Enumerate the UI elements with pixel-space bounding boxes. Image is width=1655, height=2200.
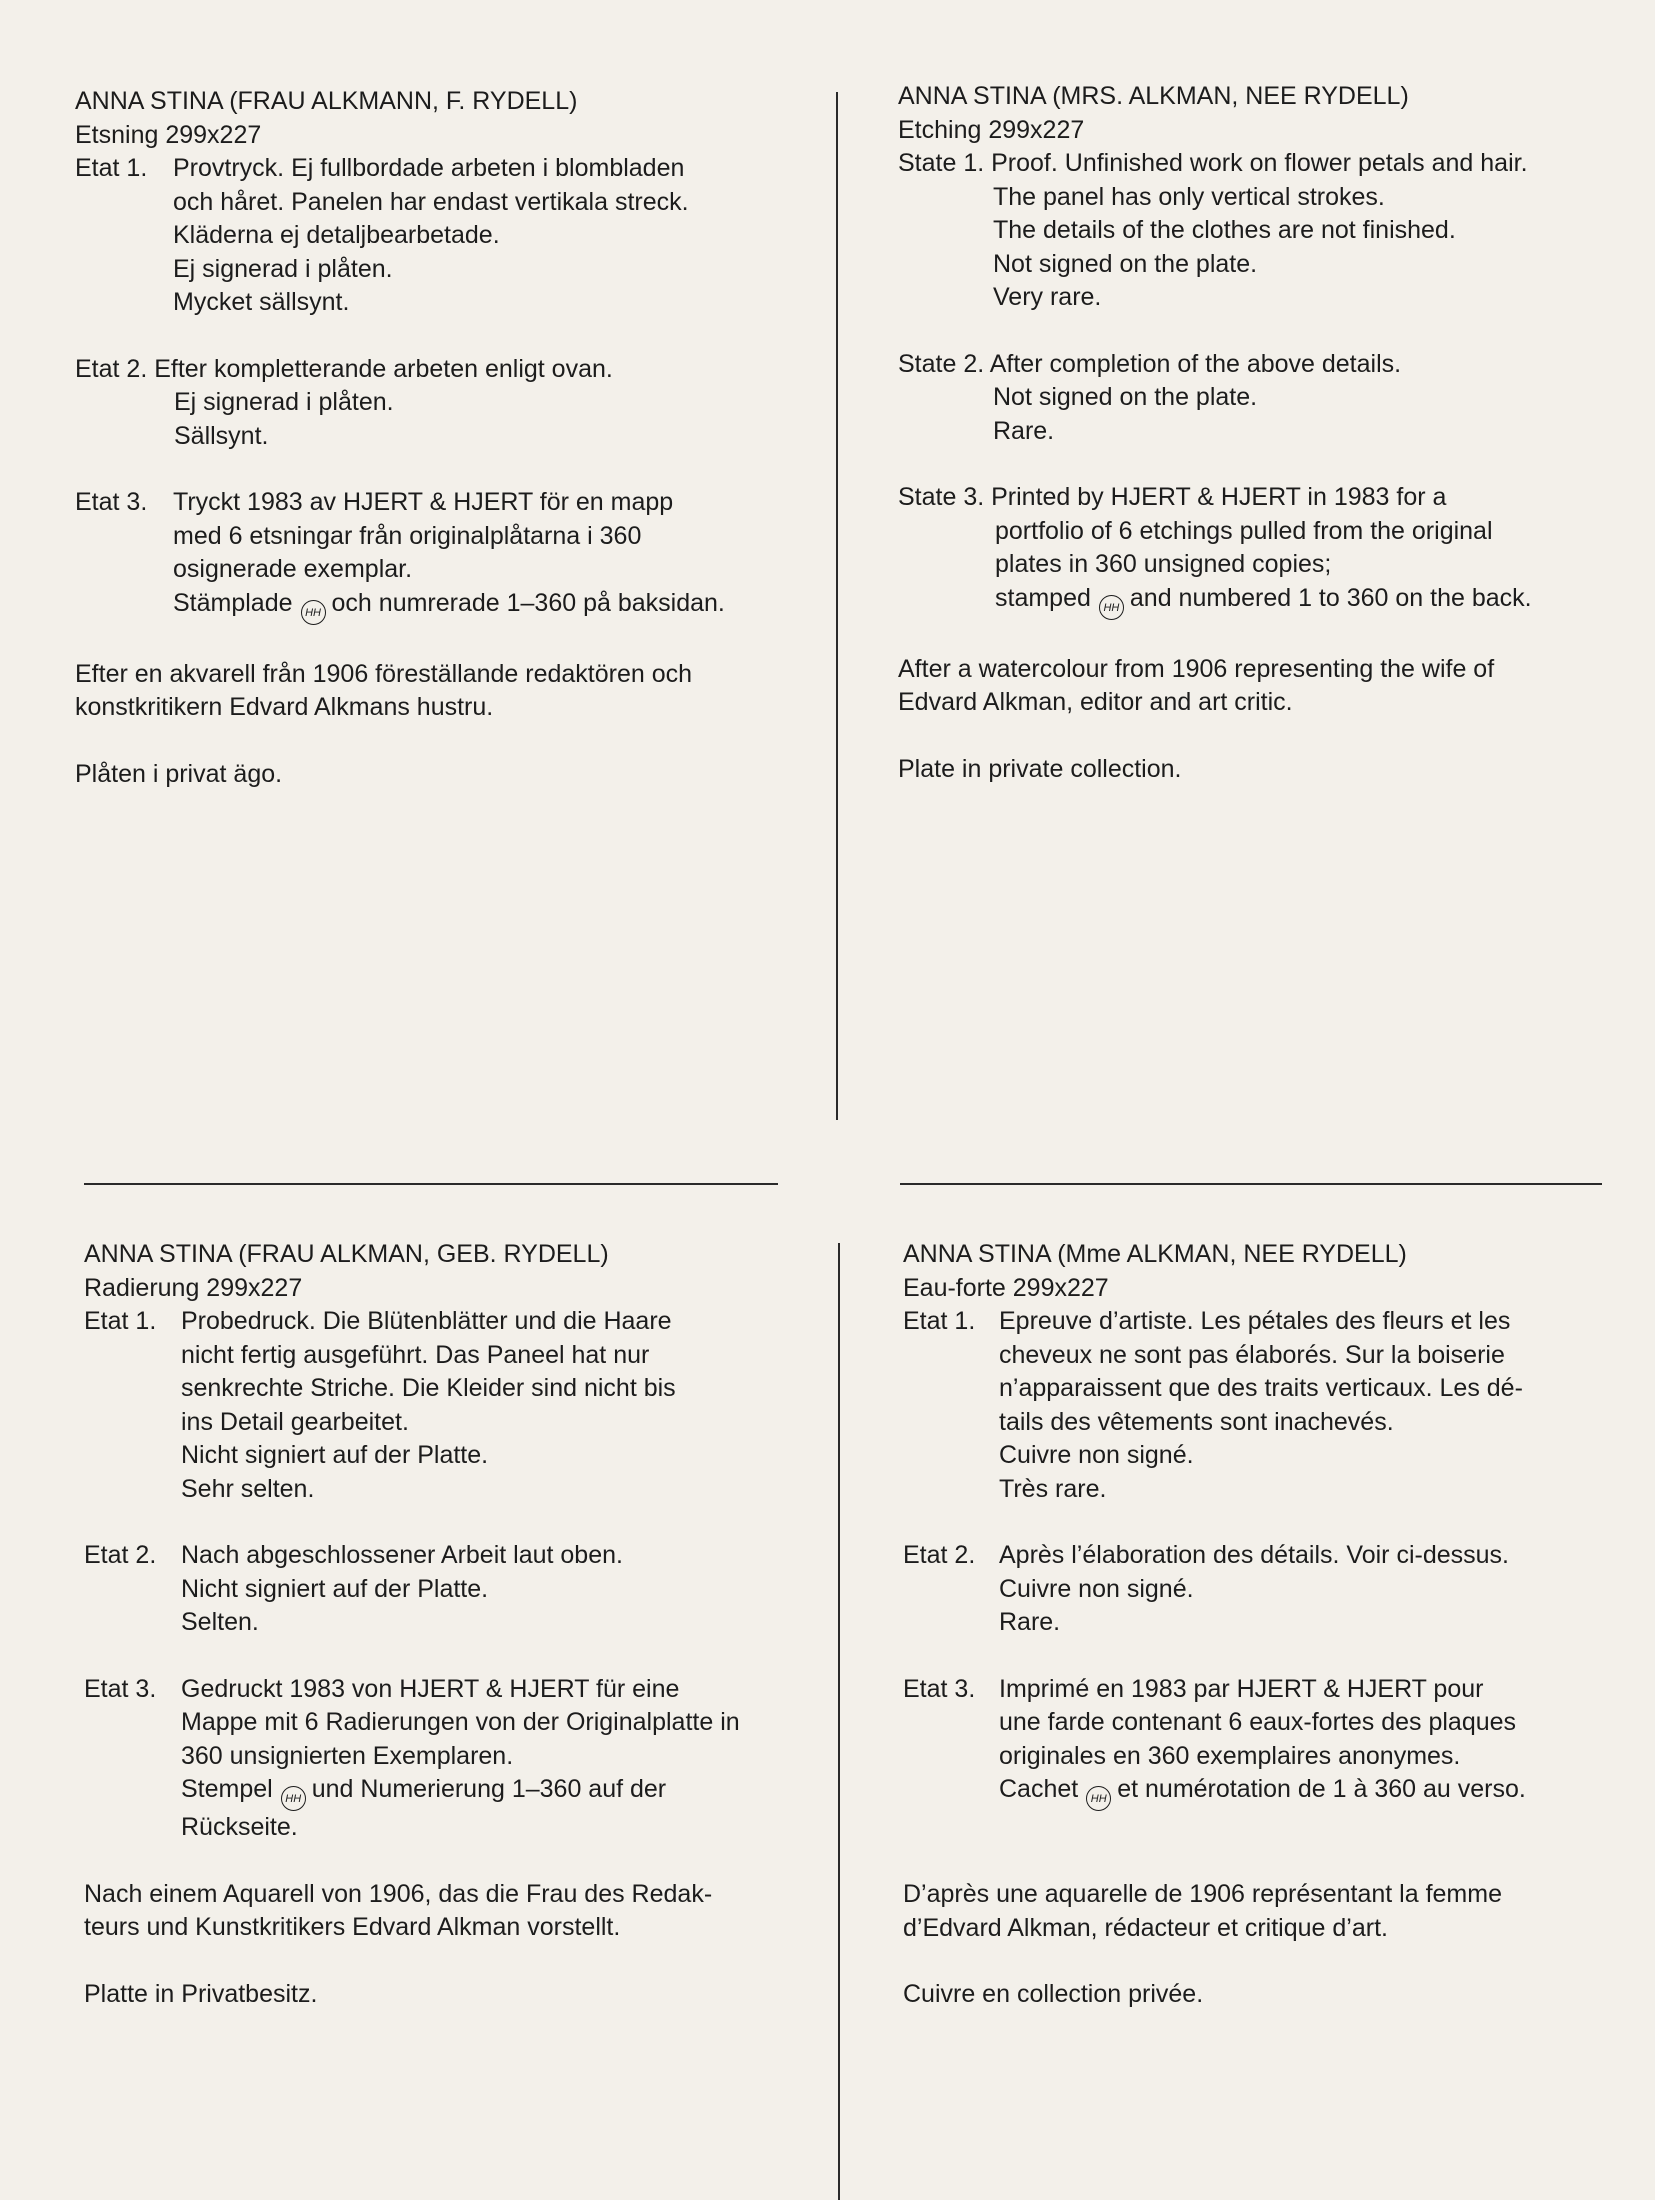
state-line: State 3. Printed by HJERT & HJERT in 1983 for a	[898, 483, 1447, 511]
state-line: originales en 360 exemplaires anonymes.	[999, 1741, 1461, 1770]
state-line: Rückseite.	[181, 1813, 298, 1841]
state-line: Epreuve d’artiste. Les pétales des fleurs et les	[999, 1307, 1511, 1335]
state-1	[84, 1305, 740, 1506]
state-line: Ej signerad i plåten.	[173, 254, 393, 283]
state-line: Sehr selten.	[181, 1474, 315, 1503]
source-line: Edvard Alkman, editor and art critic.	[898, 688, 1293, 716]
french-description-panel	[903, 1238, 1526, 2012]
hh-stamp-icon: HH	[281, 1786, 306, 1811]
source-line: d’Edvard Alkman, rédacteur et critique d’art.	[903, 1913, 1388, 1942]
state-line-stamp	[999, 1773, 1526, 1811]
state-line: Provtryck. Ej fullbordade arbeten i blombladen	[173, 154, 685, 182]
source-line: teurs und Kunstkritikers Edvard Alkman vorstellt.	[84, 1913, 621, 1941]
state-2	[903, 1539, 1526, 1640]
source-line: Nach einem Aquarell von 1906, das die Frau des Redak-	[84, 1879, 713, 1908]
state-line: Très rare.	[999, 1474, 1107, 1503]
state-line-stamp	[181, 1773, 740, 1811]
state-line: Imprimé en 1983 par HJERT & HJERT pour	[999, 1674, 1484, 1703]
state-line: Rare.	[993, 416, 1055, 445]
stamp-text-after: und Numerierung 1–360 auf der	[311, 1775, 667, 1803]
panel-title: ANNA STINA (Mme ALKMAN, NEE RYDELL)	[903, 1240, 1407, 1268]
source-note	[898, 653, 1532, 720]
state-2	[84, 1539, 740, 1640]
stamp-text-before: Stempel	[181, 1775, 273, 1803]
state-line: Nicht signiert auf der Platte.	[181, 1574, 489, 1603]
plate-ownership: Platte in Privatbesitz.	[84, 1979, 318, 2008]
plate-ownership: Cuivre en collection privée.	[903, 1980, 1204, 2008]
state-line: 360 unsignierten Exemplaren.	[181, 1741, 514, 1770]
state-1	[903, 1305, 1526, 1506]
state-line: State 1. Proof. Unfinished work on flower petals and hair.	[898, 149, 1528, 177]
swedish-description-panel	[75, 85, 725, 791]
state-2	[75, 353, 725, 454]
source-line: Efter en akvarell från 1906 föreställande redaktören och	[75, 659, 693, 688]
vertical-divider-bottom	[838, 1243, 840, 2200]
state-3	[84, 1673, 740, 1845]
plate-ownership: Plate in private collection.	[898, 754, 1182, 783]
stamp-text-after: and numbered 1 to 360 on the back.	[1129, 583, 1532, 612]
state-line: The panel has only vertical strokes.	[993, 182, 1385, 211]
state-line: Ej signerad i plåten.	[174, 388, 394, 416]
horizontal-rule-left	[84, 1183, 778, 1185]
state-line: med 6 etsningar från originalplåtarna i 360	[173, 521, 642, 550]
state-line-stamp	[995, 582, 1532, 620]
plate-ownership: Plåten i privat ägo.	[75, 759, 283, 788]
state-line: une farde contenant 6 eaux-fortes des plaques	[999, 1708, 1517, 1736]
source-note	[84, 1878, 740, 1945]
stamp-text-before: stamped	[995, 583, 1091, 612]
state-line: Sällsynt.	[174, 421, 269, 450]
stamp-text-after: och numrerade 1–360 på baksidan.	[331, 588, 725, 617]
state-line: och håret. Panelen har endast vertikala streck.	[173, 187, 689, 216]
stamp-text-before: Stämplade	[173, 588, 293, 617]
state-line: Kläderna ej detaljbearbetade.	[173, 221, 500, 249]
state-line: Tryckt 1983 av HJERT & HJERT för en mapp	[173, 488, 674, 516]
state-3	[898, 481, 1532, 620]
panel-title: ANNA STINA (FRAU ALKMAN, GEB. RYDELL)	[84, 1240, 609, 1268]
state-line: Not signed on the plate.	[993, 383, 1258, 411]
state-line: Nicht signiert auf der Platte.	[181, 1441, 489, 1469]
state-line: Après l’élaboration des détails. Voir ci-dessus.	[999, 1541, 1509, 1569]
hh-stamp-icon: HH	[1086, 1786, 1111, 1811]
state-label: Etat 3.	[84, 1674, 157, 1703]
state-label: Etat 2.	[903, 1541, 976, 1569]
source-note	[903, 1878, 1526, 1945]
state-line: The details of the clothes are not finished.	[993, 216, 1456, 244]
hh-stamp-icon: HH	[301, 600, 326, 625]
state-line: portfolio of 6 etchings pulled from the original	[995, 516, 1493, 545]
state-line: tails des vêtements sont inachevés.	[999, 1407, 1394, 1436]
state-line: Nach abgeschlossener Arbeit laut oben.	[181, 1541, 623, 1569]
state-line: Mycket sällsynt.	[173, 288, 350, 316]
state-line: plates in 360 unsigned copies;	[995, 550, 1332, 578]
state-line: nicht fertig ausgeführt. Das Paneel hat nur	[181, 1340, 650, 1369]
medium-dimensions: Etsning 299x227	[75, 120, 262, 149]
state-line: Cuivre non signé.	[999, 1574, 1194, 1603]
state-line: Rare.	[999, 1608, 1061, 1636]
source-line: After a watercolour from 1906 representing the wife of	[898, 654, 1495, 683]
vertical-divider-top	[836, 92, 838, 1120]
state-line: senkrechte Striche. Die Kleider sind nicht bis	[181, 1374, 676, 1402]
state-1	[898, 147, 1532, 315]
state-line: Cuivre non signé.	[999, 1441, 1194, 1469]
horizontal-rule-right	[900, 1183, 1602, 1185]
state-line: Very rare.	[993, 283, 1102, 311]
state-3	[903, 1673, 1526, 1812]
panel-title: ANNA STINA (FRAU ALKMANN, F. RYDELL)	[75, 87, 578, 115]
state-line: Gedruckt 1983 von HJERT & HJERT für eine	[181, 1674, 680, 1703]
state-label: Etat 3.	[75, 488, 148, 516]
state-label: Etat 1.	[903, 1307, 976, 1335]
state-label: Etat 3.	[903, 1674, 976, 1703]
state-label: Etat 1.	[84, 1307, 157, 1335]
state-label: Etat 1.	[75, 154, 148, 182]
state-line: State 2. After completion of the above details.	[898, 349, 1402, 378]
state-line: Probedruck. Die Blütenblätter und die Haare	[181, 1307, 672, 1335]
source-note	[75, 658, 725, 725]
state-line-stamp	[173, 587, 725, 625]
hh-stamp-icon: HH	[1099, 595, 1124, 620]
state-3	[75, 486, 725, 625]
state-line: Mappe mit 6 Radierungen von der Originalplatte in	[181, 1708, 740, 1736]
state-line: osignerade exemplar.	[173, 555, 413, 583]
stamp-text-after: et numérotation de 1 à 360 au verso.	[1117, 1775, 1526, 1803]
medium-dimensions: Eau-forte 299x227	[903, 1273, 1109, 1302]
german-description-panel	[84, 1238, 740, 2011]
source-line: D’après une aquarelle de 1906 représentant la femme	[903, 1880, 1502, 1908]
panel-title: ANNA STINA (MRS. ALKMAN, NEE RYDELL)	[898, 82, 1409, 110]
medium-dimensions: Radierung 299x227	[84, 1273, 303, 1302]
state-line: Not signed on the plate.	[993, 249, 1258, 278]
stamp-text-before: Cachet	[999, 1775, 1079, 1803]
state-line: n’apparaissent que des traits verticaux. Les dé-	[999, 1374, 1523, 1402]
state-line: ins Detail gearbeitet.	[181, 1407, 409, 1436]
english-description-panel	[898, 80, 1532, 786]
medium-dimensions: Etching 299x227	[898, 115, 1085, 144]
state-line: cheveux ne sont pas élaborés. Sur la boiserie	[999, 1340, 1505, 1369]
state-1	[75, 152, 725, 320]
state-line: Selten.	[181, 1608, 259, 1636]
state-2	[898, 348, 1532, 449]
state-label: Etat 2.	[84, 1541, 157, 1569]
source-line: konstkritikern Edvard Alkmans hustru.	[75, 693, 494, 721]
state-line: Etat 2. Efter kompletterande arbeten enligt ovan.	[75, 354, 613, 383]
